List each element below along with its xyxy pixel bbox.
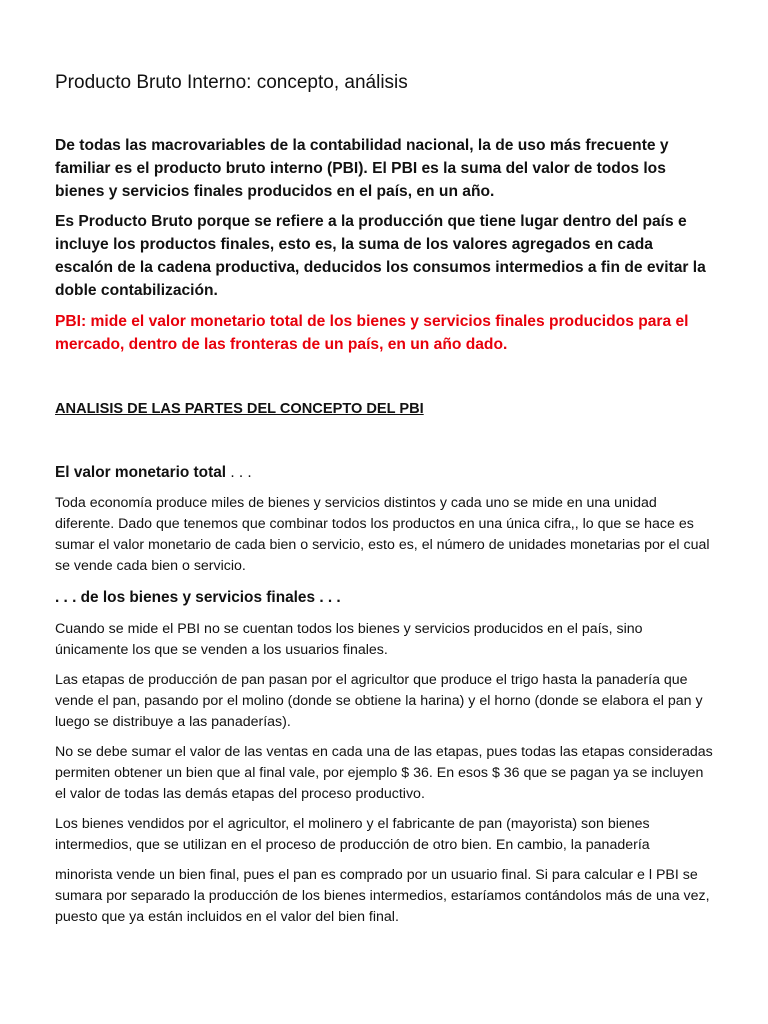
valor-monetario-heading-ellipsis: . . . [226,464,252,481]
bienes-finales-paragraph-5: minorista vende un bien final, pues el pan es comprado por un usuario final. Si para calcular e l PBI se sumara por separado la producción de los bienes intermedios, estaríamos contándolos más de una vez, puesto que ya están incluidos en el valor del bien final. [55,867,710,925]
bienes-finales-paragraph-4: Los bienes vendidos por el agricultor, el molinero y el fabricante de pan (mayorista) son bienes intermedios, que se utilizan en el proceso de producción de otro bien. En cambio, la panadería [55,816,650,853]
intro-paragraph: De todas las macrovariables de la contabilidad nacional, la de uso más frecuente y familiar es el producto bruto interno (PBI). El PBI es la suma del valor de todos los bienes y servicios finales producidos en el país, en un año. [55,137,669,200]
valor-monetario-heading-text: El valor monetario total [55,464,227,481]
bienes-finales-paragraph-3: No se debe sumar el valor de las ventas en cada una de las etapas, pues todas las etapas consideradas permiten obtener un bien que al final vale, por ejemplo $ 36. En esos $ 36 que se pagan ya se incluyen el valor de todas las demás etapas del proceso productivo. [55,744,713,802]
valor-monetario-heading [55,462,715,484]
valor-monetario-paragraph: Toda economía produce miles de bienes y servicios distintos y cada uno se mide en una unidad diferente. Dado que tenemos que combinar todos los productos en una única cifra,, lo que se hace es sumar el valor monetario de cada bien o servicio, esto es, el número de unidades monetarias por el cual se vende cada bien o servicio. [55,495,710,574]
bienes-finales-paragraph-2: Las etapas de producción de pan pasan por el agricultor que produce el trigo hasta la panadería que vende el pan, pasando por el molino (donde se obtiene la harina) y el horno (donde se elabora el pan y luego se distribuye a las panaderías). [55,672,703,730]
analysis-section-heading: ANALISIS DE LAS PARTES DEL CONCEPTO DEL PBI [55,401,424,417]
bienes-finales-paragraph-1: Cuando se mide el PBI no se cuentan todos los bienes y servicios producidos en el país, sino únicamente los que se venden a los usuarios finales. [55,621,643,658]
bienes-finales-heading: . . . de los bienes y servicios finales . . . [55,589,341,606]
pbi-definition-paragraph: PBI: mide el valor monetario total de los bienes y servicios finales producidos para el mercado, dentro de las fronteras de un país, en un año dado. [55,313,689,353]
document-title: Producto Bruto Interno: concepto, análisis [55,72,408,93]
producto-bruto-paragraph: Es Producto Bruto porque se refiere a la producción que tiene lugar dentro del país e incluye los productos finales, esto es, la suma de los valores agregados en cada escalón de la cadena productiva, deducidos los consumos intermedios a fin de evitar la doble contabilización. [55,213,706,299]
